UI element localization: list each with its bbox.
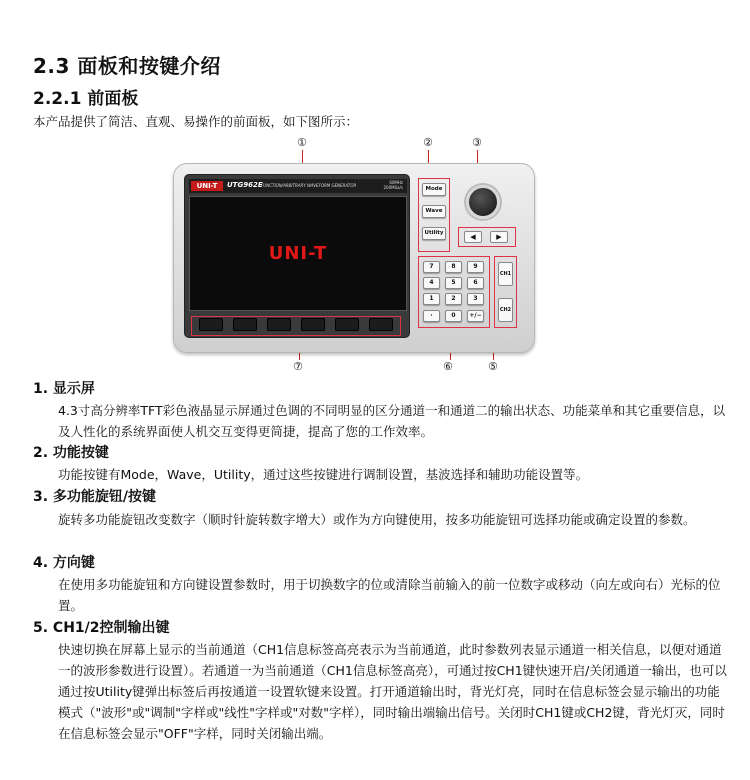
signal-generator-device — [173, 163, 535, 353]
ch2-key[interactable]: CH2 — [498, 298, 513, 322]
brand-logo: UNI-T — [191, 181, 223, 191]
num-key-0[interactable]: 0 — [445, 310, 462, 322]
callout-5: ⑤ — [488, 360, 498, 373]
lcd-screen — [189, 196, 407, 311]
screen-logo: UNI-T — [268, 243, 328, 264]
model-description: FUNCTION/ARBITRARY WAVEFORM GENERATOR — [261, 183, 357, 188]
soft-keys-highlight — [191, 316, 401, 336]
section-1-body: 4.3寸高分辨率TFT彩色液晶显示屏通过色调的不同明显的区分通道一和通道二的输出状态、功能菜单和其它重要信息，以及人性化的系统界面使人机交互变得更简捷，提高了您的工作效率。 — [58, 403, 726, 439]
section-heading: 2.3 面板和按键介绍 — [33, 54, 221, 78]
front-panel-figure — [165, 136, 555, 376]
spec-sample-rate: 200MSa/s — [383, 185, 403, 190]
model-name: UTG962E — [227, 181, 263, 189]
section-5-body: 快速切换在屏幕上显示的当前通道（CH1信息标签高亮表示为当前通道，此时参数列表显示通道一相关信息，以便对通道一的波形参数进行设置）。若通道一为当前通道（CH1信息标签高亮），可通过按CH1键快速开启/关闭通道一输出，也可以通过按Utility键弹出标签后再按通道一设置软键来设置。打开通道输出时，背光灯亮，同时在信息标签会显示输出的功能模式（"波形"或"调制"字样或"线性"字样或"对数"字样），同时输出端输出信号。关闭时CH1键或CH2键，背光灯灭，同时在信息标签会显示"OFF"字样，同时关闭输出端。 — [58, 642, 727, 741]
callout-6: ⑥ — [443, 360, 453, 373]
right-arrow-key[interactable]: ▶ — [490, 231, 508, 243]
num-key-3[interactable]: 3 — [467, 293, 484, 305]
spec-bandwidth: 60MHz — [389, 180, 403, 185]
wave-key[interactable]: Wave — [422, 205, 446, 218]
callout-7: ⑦ — [293, 360, 303, 373]
section-4-title: 4. 方向键 — [33, 555, 95, 571]
num-key-2[interactable]: 2 — [445, 293, 462, 305]
multifunction-knob[interactable] — [466, 185, 500, 219]
num-key-sign[interactable]: +/− — [467, 310, 484, 322]
section-3-title: 3. 多功能旋钮/按键 — [33, 489, 157, 505]
callout-2: ② — [423, 136, 433, 149]
callout-1: ① — [297, 136, 307, 149]
num-key-1[interactable]: 1 — [423, 293, 440, 305]
num-key-5[interactable]: 5 — [445, 277, 462, 289]
left-arrow-key[interactable]: ◀ — [464, 231, 482, 243]
mode-key[interactable]: Mode — [422, 183, 446, 196]
num-key-7[interactable]: 7 — [423, 261, 440, 273]
brand-bar — [189, 179, 407, 193]
section-1-title: 1. 显示屏 — [33, 381, 95, 397]
section-2-body: 功能按键有Mode，Wave，Utility，通过这些按键进行调制设置，基波选择和辅助功能设置等。 — [58, 467, 589, 482]
section-2-title: 2. 功能按键 — [33, 445, 109, 461]
model-spec — [383, 180, 403, 190]
display-bezel — [184, 174, 410, 338]
num-key-6[interactable]: 6 — [467, 277, 484, 289]
subsection-heading: 2.2.1 前面板 — [33, 89, 139, 109]
callout-3: ③ — [472, 136, 482, 149]
section-4-body: 在使用多功能旋钮和方向键设置参数时，用于切换数字的位或清除当前输入的前一位数字或移动（向左或向右）光标的位置。 — [58, 577, 721, 613]
num-key-8[interactable]: 8 — [445, 261, 462, 273]
utility-key[interactable]: Utility — [422, 227, 446, 240]
section-5-title: 5. CH1/2控制输出键 — [33, 620, 170, 636]
section-3-body: 旋转多功能旋钮改变数字（顺时针旋转数字增大）或作为方向键使用，按多功能旋钮可选择功能或确定设置的参数。 — [58, 512, 696, 527]
num-key-4[interactable]: 4 — [423, 277, 440, 289]
num-key-9[interactable]: 9 — [467, 261, 484, 273]
num-key-dot[interactable]: · — [423, 310, 440, 322]
ch1-key[interactable]: CH1 — [498, 262, 513, 286]
intro-paragraph: 本产品提供了简洁、直观、易操作的前面板，如下图所示： — [33, 114, 359, 129]
